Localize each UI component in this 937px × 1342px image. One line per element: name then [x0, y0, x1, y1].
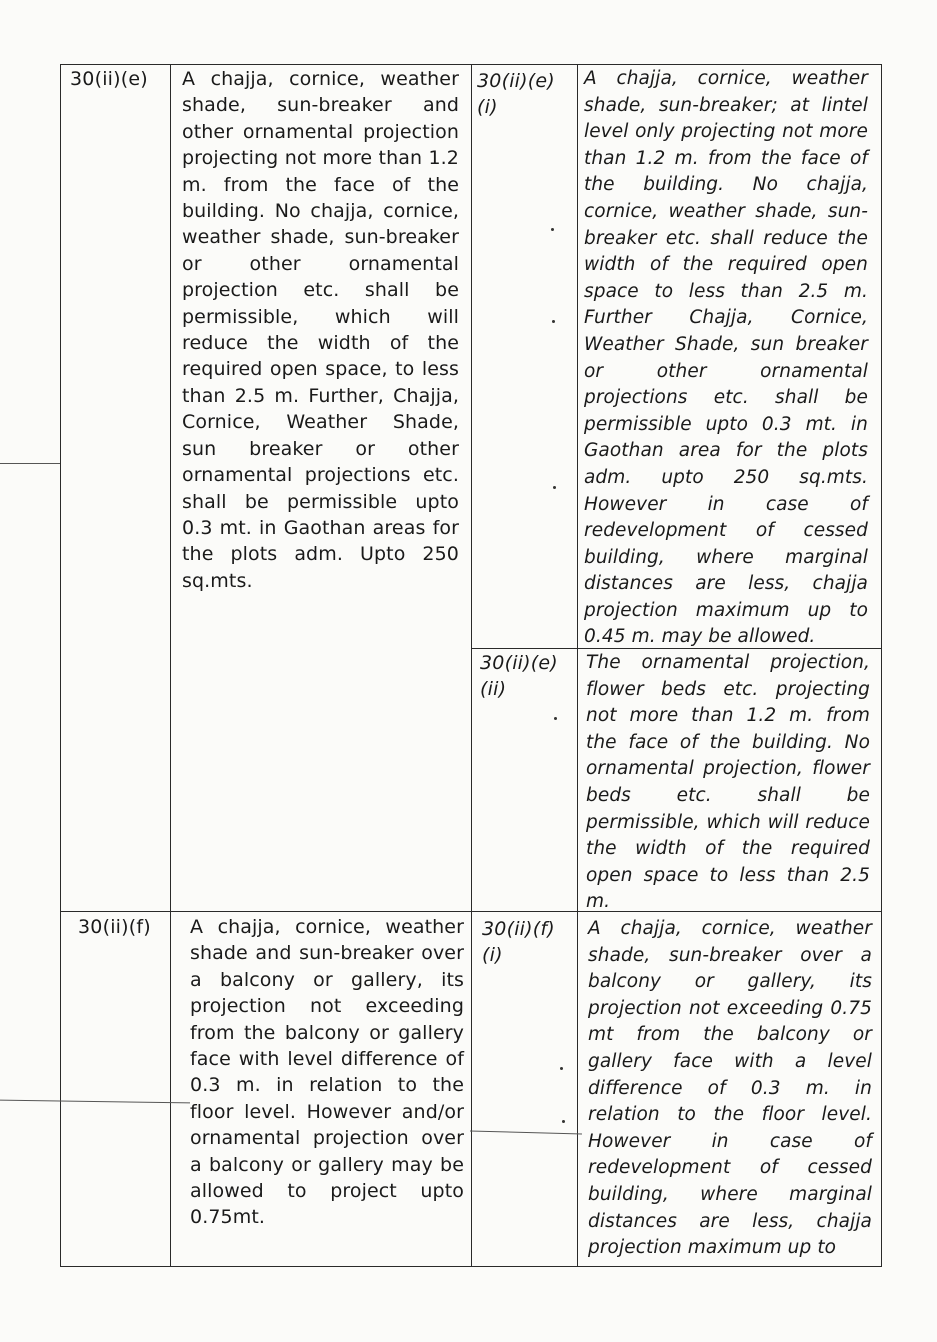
code-line-2: (i): [477, 96, 498, 118]
scan-speck: [562, 1120, 565, 1123]
section-code-30-ii-f: 30(ii)(f): [78, 916, 151, 938]
section-text-30-ii-e: A chajja, cornice, weather shade, sun-breaker and other ornamental projection projecting not more than 1.2 m. from the face of the building. No chajja, cornice, weather shade, sun-breaker or other ornamental projection etc. shall be permissible, which will reduce the width of the required open space, to less than 2.5 m. Further, Chajja, Cornice, Weather Shade, sun breaker or other ornamental projections etc. shall be permissible upto 0.3 mt. in Gaothan areas for the plots adm. Upto 250 sq.mts.: [182, 68, 459, 592]
section-text-30-ii-e-i: A chajja, cornice, weather shade, sun-breaker; at lintel level only projecting not more than 1.2 m. from the face of the building. No chajja, cornice, weather shade, sun-breaker etc. shall reduce the width of the required open space to less than 2.5 m. Further Chajja, Cornice, Weather Shade, sun breaker or other ornamental projections etc. shall be permissible upto 0.3 mt. in Gaothan area for the plots adm. upto 250 sq.mts. However in case of redevelopment of cessed building, where marginal distances are less, chajja projection maximum up to 0.45 m. may be allowed.: [584, 68, 868, 648]
scan-speck: [560, 1067, 563, 1070]
section-code-30-ii-e: 30(ii)(e): [70, 68, 148, 90]
column-divider-1: [170, 64, 171, 1267]
code-line-2: (ii): [480, 678, 507, 700]
code-line-2: (i): [482, 944, 503, 966]
section-code-30-ii-e-i: [477, 68, 573, 120]
section-code-30-ii-f-i: [482, 916, 574, 968]
code-line-1: 30(ii)(e): [477, 70, 555, 92]
section-text-30-ii-f-i: A chajja, cornice, weather shade, sun-breaker over a balcony or gallery, its projection not exceeding 0.75 mt from the balcony or gallery face with a level difference of 0.3 m. in relation to the floor level. However in case of redevelopment of cessed building, where marginal distances are less, chajja projection maximum up to: [588, 918, 872, 1259]
column-divider-2: [471, 64, 472, 1267]
section-code-30-ii-e-ii: [480, 650, 574, 702]
section-text-30-ii-e-ii: The ornamental projection, flower beds etc. projecting not more than 1.2 m. from the face of the building. No ornamental projection, flower beds etc. shall be permissible, which will reduce the width of the required open space to less than 2.5 m.: [586, 652, 870, 913]
scan-speck: [553, 486, 556, 489]
section-text-30-ii-f: A chajja, cornice, weather shade and sun-breaker over a balcony or gallery, its projection not exceeding from the balcony or gallery face with level difference of 0.3 m. in relation to the floor level. However and/or ornamental projection over a balcony or gallery may be allowed to project upto 0.75mt.: [190, 916, 464, 1229]
code-line-1: 30(ii)(e): [480, 652, 558, 674]
scan-speck: [551, 228, 554, 231]
code-line-1: 30(ii)(f): [482, 918, 555, 940]
column-divider-3: [577, 64, 578, 1267]
scan-stray-line: [0, 463, 60, 464]
scan-speck: [552, 320, 555, 323]
scan-speck: [554, 717, 557, 720]
